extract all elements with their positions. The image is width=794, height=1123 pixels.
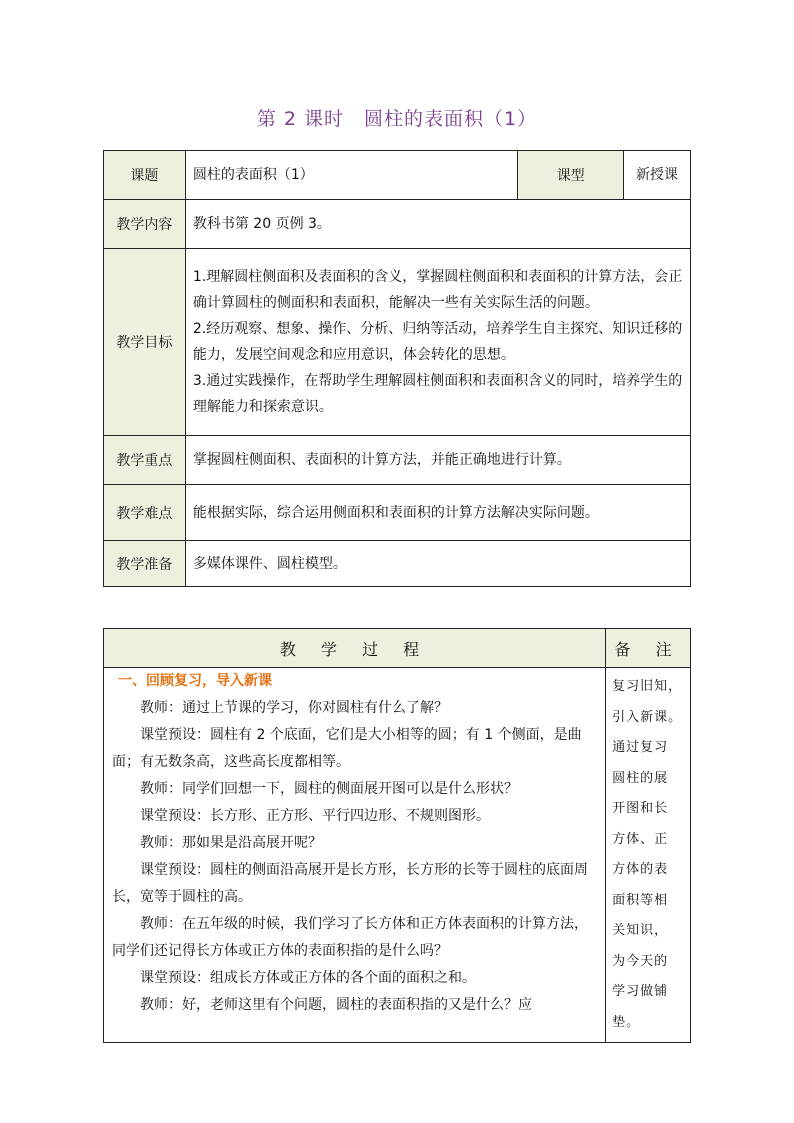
page-title: 第 2 课时 圆柱的表面积（1） (256, 108, 538, 130)
teaching-process-table (103, 628, 691, 1043)
note-line: 学习做铺 (612, 984, 669, 999)
content-label: 教学内容 (104, 200, 186, 249)
section-title: 一、回顾复习，导入新课 (118, 673, 272, 689)
goals-label: 教学目标 (104, 249, 186, 436)
key-point-value: 掌握圆柱侧面积、表面积的计算方法，并能正确地进行计算。 (185, 436, 690, 485)
process-paragraph: 课堂预设：圆柱有 2 个底面，它们是大小相等的圆；有 1 个侧面，是曲面；有无数条高，这些高长度都相等。 (112, 727, 582, 770)
note-line: 通过复习 (612, 740, 669, 755)
process-paragraph: 教师：通过上节课的学习，你对圆柱有什么了解？ (140, 700, 448, 716)
goal-item: 2.经历观察、想象、操作、分析、归纳等活动，培养学生自主探究、知识迁移的能力，发展空间观念和应用意识，体会转化的思想。 (192, 321, 683, 363)
note-line: 方体、正 (612, 831, 669, 847)
note-line: 复习旧知， (612, 679, 683, 694)
note-line: 垫。 (612, 1014, 641, 1030)
process-paragraph: 教师：同学们回想一下，圆柱的侧面展开图可以是什么形状？ (140, 781, 518, 797)
type-label: 课型 (518, 151, 624, 200)
process-paragraph: 教师：好，老师这里有个问题，圆柱的表面积指的又是什么？应 (140, 997, 532, 1013)
lesson-info-table (103, 150, 691, 587)
note-line: 开图和长 (612, 801, 669, 816)
goal-item: 1.理解圆柱侧面积及表面积的含义，掌握圆柱侧面积和表面积的计算方法，会正确计算圆柱的侧面积和表面积，能解决一些有关实际生活的问题。 (192, 269, 683, 311)
goals-value (185, 249, 690, 436)
process-paragraph: 课堂预设：长方形、正方形、平行四边形、不规则图形。 (140, 808, 490, 824)
process-paragraph: 教师：在五年级的时候，我们学习了长方体和正方体表面积的计算方法，同学们还记得长方体或正方体的表面积指的是什么吗？ (112, 916, 588, 959)
type-value: 新授课 (624, 151, 691, 200)
difficulty-label: 教学难点 (104, 485, 186, 541)
process-paragraph: 教师：那如果是沿高展开呢？ (140, 835, 322, 851)
note-line: 引入新课。 (612, 709, 683, 725)
prep-value: 多媒体课件、圆柱模型。 (185, 541, 690, 587)
note-line: 为今天的 (612, 953, 669, 969)
note-line: 圆柱的展 (612, 770, 669, 786)
process-paragraph: 课堂预设：组成长方体或正方体的各个面的面积之和。 (140, 970, 476, 986)
note-line: 方体的表 (612, 862, 669, 877)
prep-label: 教学准备 (104, 541, 186, 587)
process-body (104, 668, 606, 1043)
notes-header: 备 注 (606, 629, 691, 668)
goal-item: 3.通过实践操作，在帮助学生理解圆柱侧面积和表面积含义的同时，培养学生的理解能力和探索意识。 (192, 373, 683, 415)
note-line: 面积等相 (612, 892, 669, 908)
key-point-label: 教学重点 (104, 436, 186, 485)
notes-column (606, 668, 691, 1043)
process-header: 教 学 过 程 (104, 629, 606, 668)
content-value: 教科书第 20 页例 3。 (185, 200, 690, 249)
difficulty-value: 能根据实际，综合运用侧面积和表面积的计算方法解决实际问题。 (185, 485, 690, 541)
topic-label: 课题 (104, 151, 186, 200)
topic-value: 圆柱的表面积（1） (185, 151, 517, 200)
process-paragraph: 课堂预设：圆柱的侧面沿高展开是长方形，长方形的长等于圆柱的底面周长，宽等于圆柱的高。 (112, 862, 588, 905)
note-line: 关知识， (612, 923, 669, 938)
